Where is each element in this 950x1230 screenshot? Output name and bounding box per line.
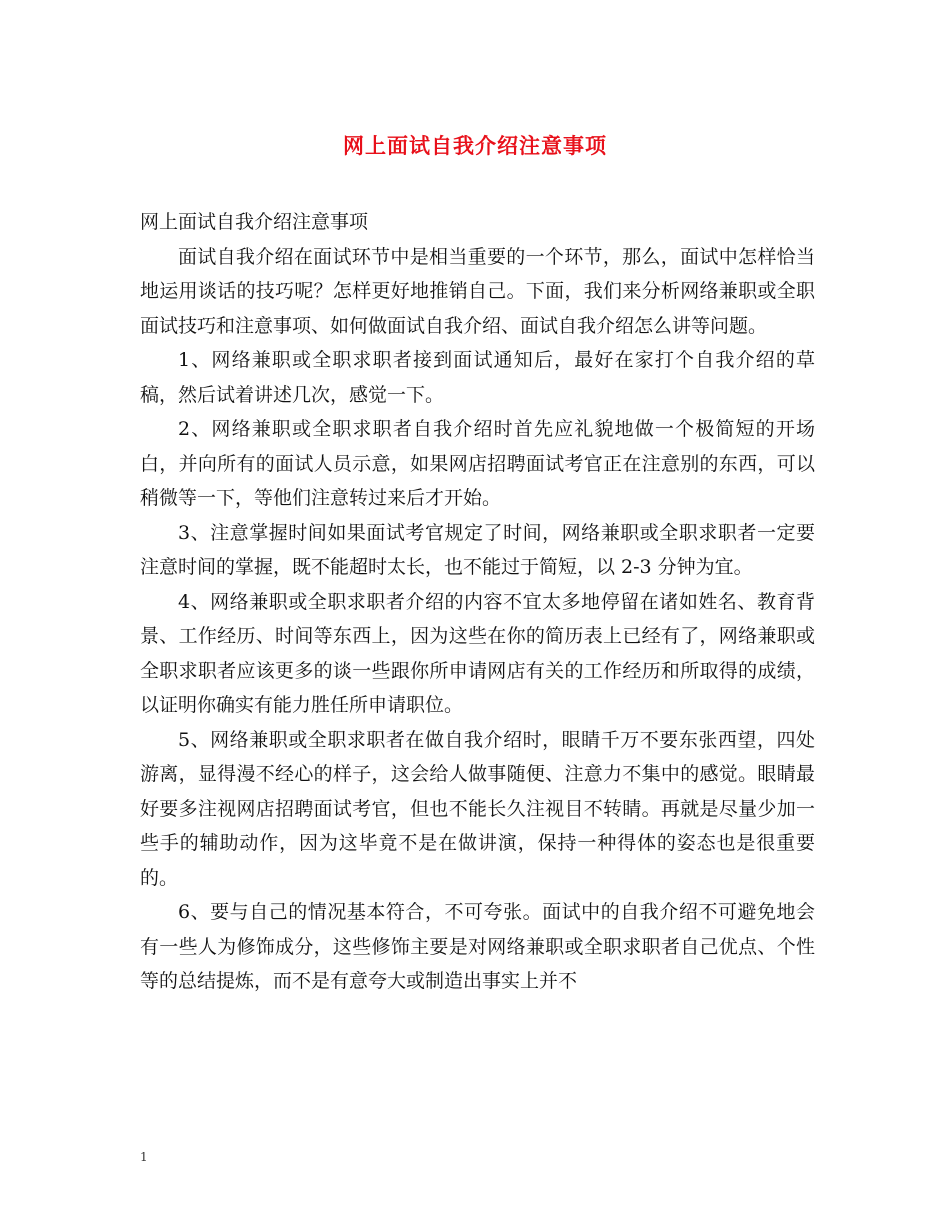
document-body bbox=[140, 205, 815, 999]
paragraph-intro: 面试自我介绍在面试环节中是相当重要的一个环节，那么，面试中怎样恰当地运用谈话的技巧呢？怎样更好地推销自己。下面，我们来分析网络兼职或全职面试技巧和注意事项、如何做面试自我介绍、面试自我介绍怎么讲等问题。 bbox=[140, 245, 815, 337]
paragraph-6: 6、要与自己的情况基本符合，不可夸张。面试中的自我介绍不可避免地会有一些人为修饰成分，这些修饰主要是对网络兼职或全职求职者自己优点、个性等的总结提炼，而不是有意夸大或制造出事实上并不 bbox=[140, 901, 815, 992]
paragraph-4: 4、网络兼职或全职求职者介绍的内容不宜太多地停留在诸如姓名、教育背景、工作经历、时间等东西上，因为这些在你的简历表上已经有了，网络兼职或全职求职者应该更多的谈一些跟你所申请网店有关的工作经历和所取得的成绩，以证明你确实有能力胜任所申请职位。 bbox=[140, 590, 815, 716]
document-title: 网上面试自我介绍注意事项 bbox=[343, 133, 607, 158]
page-number: 1 bbox=[140, 1150, 148, 1164]
paragraph-1: 1、网络兼职或全职求职者接到面试通知后，最好在家打个自我介绍的草稿，然后试着讲述几次，感觉一下。 bbox=[140, 349, 815, 406]
paragraph-2: 2、网络兼职或全职求职者自我介绍时首先应礼貌地做一个极简短的开场白，并向所有的面试人员示意，如果网店招聘面试考官正在注意别的东西，可以稍微等一下，等他们注意转过来后才开始。 bbox=[140, 418, 815, 509]
paragraph-3: 3、注意掌握时间如果面试考官规定了时间，网络兼职或全职求职者一定要注意时间的掌握，既不能超时太长，也不能过于简短，以 2-3 分钟为宜。 bbox=[140, 521, 815, 578]
paragraph-5: 5、网络兼职或全职求职者在做自我介绍时，眼睛千万不要东张西望，四处游离，显得漫不经心的样子，这会给人做事随便、注意力不集中的感觉。眼睛最好要多注视网店招聘面试考官，但也不能长久注视目不转睛。再就是尽量少加一些手的辅助动作，因为这毕竟不是在做讲演，保持一种得体的姿态也是很重要的。 bbox=[140, 728, 815, 889]
document-subtitle: 网上面试自我介绍注意事项 bbox=[140, 211, 369, 233]
